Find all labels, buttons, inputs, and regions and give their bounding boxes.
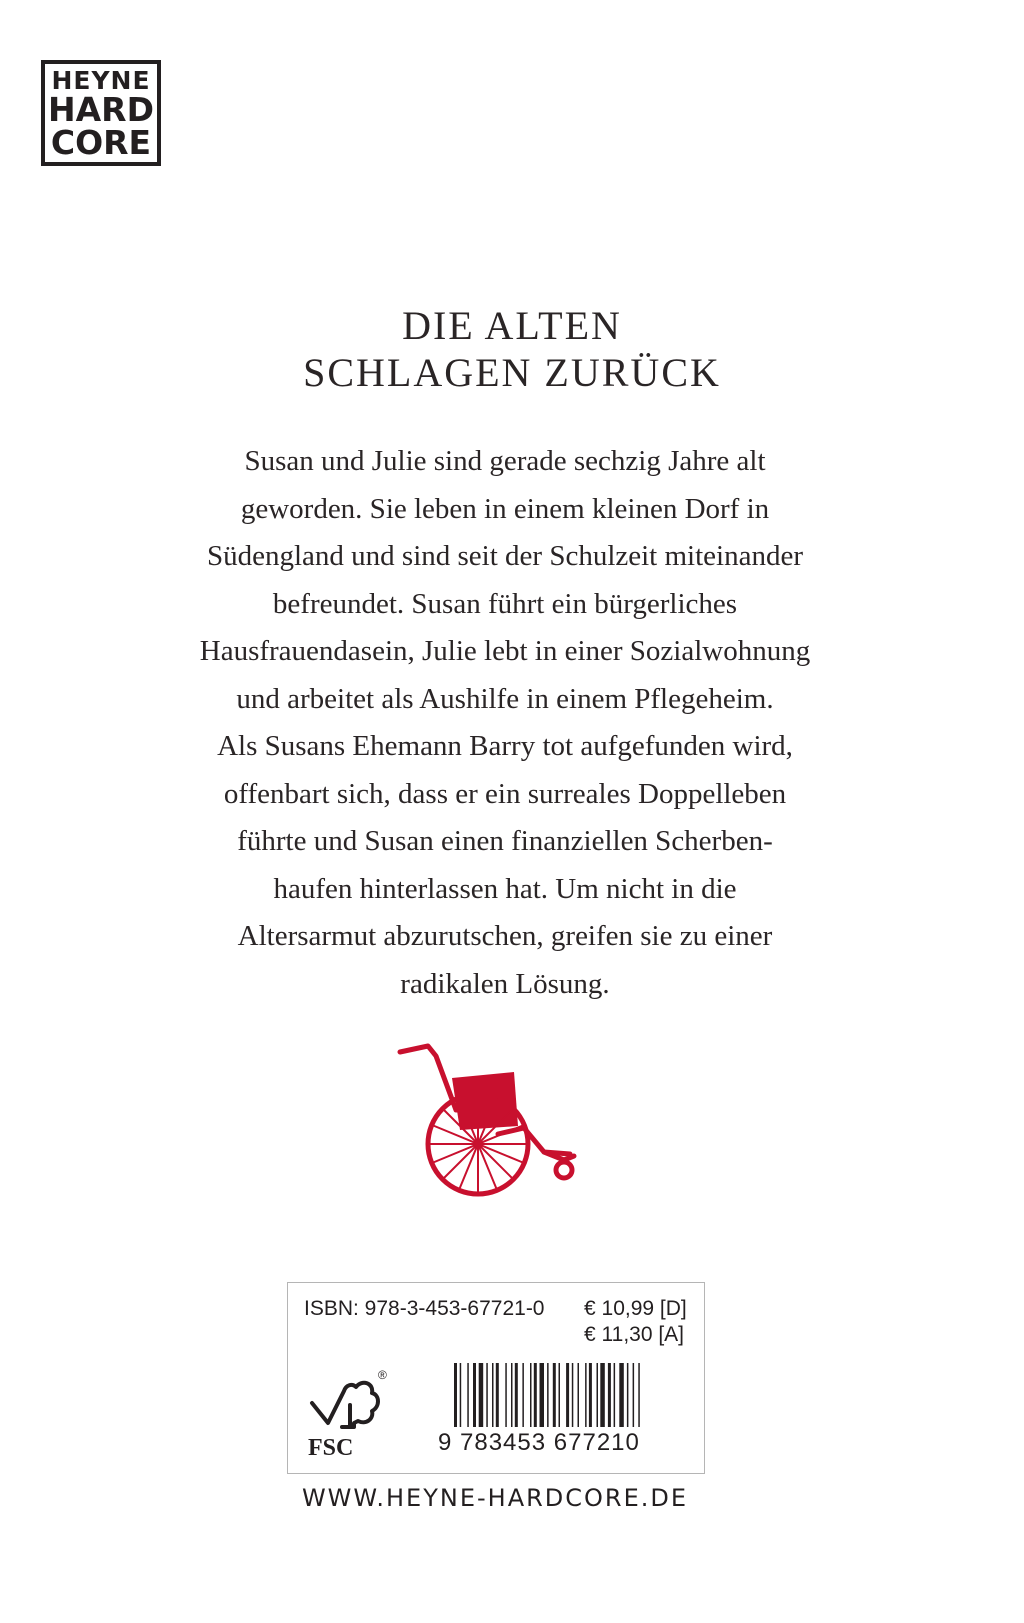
barcode-bar: [515, 1363, 518, 1427]
barcode-bar: [473, 1363, 476, 1427]
logo-line-1: HEYNE: [51, 65, 151, 95]
barcode-bar: [547, 1363, 549, 1427]
barcode-bar: [578, 1363, 580, 1427]
barcode: [454, 1363, 686, 1427]
book-headline: [0, 302, 1024, 396]
blurb-text: [110, 438, 900, 1008]
blurb-line: haufen hinterlassen hat. Um nicht in die: [273, 872, 737, 905]
isbn-number: ISBN: 978-3-453-67721-0: [304, 1297, 545, 1320]
headline-line-1: DIE ALTEN: [402, 303, 622, 348]
barcode-bar: [585, 1363, 587, 1427]
barcode-bar: [534, 1363, 537, 1427]
blurb-line: Südengland und sind seit der Schulzeit miteinander: [207, 540, 803, 572]
barcode-bar: [597, 1363, 599, 1427]
blurb-line: radikalen Lösung.: [400, 967, 610, 1000]
barcode-bar: [511, 1363, 513, 1427]
barcode-bar: [638, 1363, 640, 1427]
publisher-logo: [41, 60, 161, 166]
barcode-bar: [619, 1363, 624, 1427]
barcode-bar: [486, 1363, 488, 1427]
barcode-bar: [530, 1363, 532, 1427]
wheelchair-icon: [394, 1036, 599, 1208]
blurb-line: Als Susans Ehemann Barry tot aufgefunden wird,: [217, 730, 793, 762]
blurb-line: und arbeitet als Aushilfe in einem Pflegeheim.: [236, 682, 774, 715]
barcode-bar: [496, 1363, 499, 1427]
headline-line-2: SCHLAGEN ZURÜCK: [303, 350, 721, 395]
barcode-bar: [505, 1363, 507, 1427]
barcode-bar: [600, 1363, 605, 1427]
fsc-label: FSC: [308, 1435, 354, 1461]
barcode-bar: [540, 1363, 545, 1427]
barcode-bar: [608, 1363, 611, 1427]
blurb-line: geworden. Sie leben in einem kleinen Dorf in: [240, 492, 770, 525]
blurb-line: führte und Susan einen finanziellen Scherben-: [237, 825, 773, 857]
barcode-bar: [589, 1363, 592, 1427]
logo-line-2: HARD: [48, 89, 154, 129]
registered-mark: ®: [378, 1368, 387, 1382]
price-germany: € 10,99 [D]: [584, 1297, 687, 1320]
barcode-bar: [479, 1363, 484, 1427]
barcode-bar: [614, 1363, 616, 1427]
barcode-bar: [627, 1363, 629, 1427]
barcode-bar: [553, 1363, 556, 1427]
blurb-line: Altersarmut abzurutschen, greifen sie zu einer: [237, 920, 773, 952]
fsc-logo-icon: [308, 1365, 394, 1461]
blurb-line: offenbart sich, dass er ein surreales Doppelleben: [223, 777, 787, 810]
logo-line-3: CORE: [50, 122, 152, 162]
barcode-bar: [572, 1363, 574, 1427]
barcode-digits: 9 783453 677210: [438, 1429, 640, 1456]
barcode-bar: [559, 1363, 561, 1427]
barcode-bar: [460, 1363, 462, 1427]
barcode-bar: [633, 1363, 635, 1427]
blurb-line: Susan und Julie sind gerade sechzig Jahre alt: [244, 445, 766, 477]
barcode-bar: [454, 1363, 457, 1427]
barcode-bar: [467, 1363, 469, 1427]
price-austria: € 11,30 [A]: [584, 1323, 685, 1346]
blurb-line: befreundet. Susan führt ein bürgerliches: [272, 587, 738, 620]
publisher-website: WWW.HEYNE-HARDCORE.DE: [301, 1484, 689, 1512]
barcode-bar: [566, 1363, 569, 1427]
barcode-bar: [492, 1363, 494, 1427]
isbn-price-box: [287, 1282, 705, 1474]
barcode-bar: [522, 1363, 524, 1427]
blurb-line: Hausfrauendasein, Julie lebt in einer Sozialwohnung: [199, 635, 811, 667]
